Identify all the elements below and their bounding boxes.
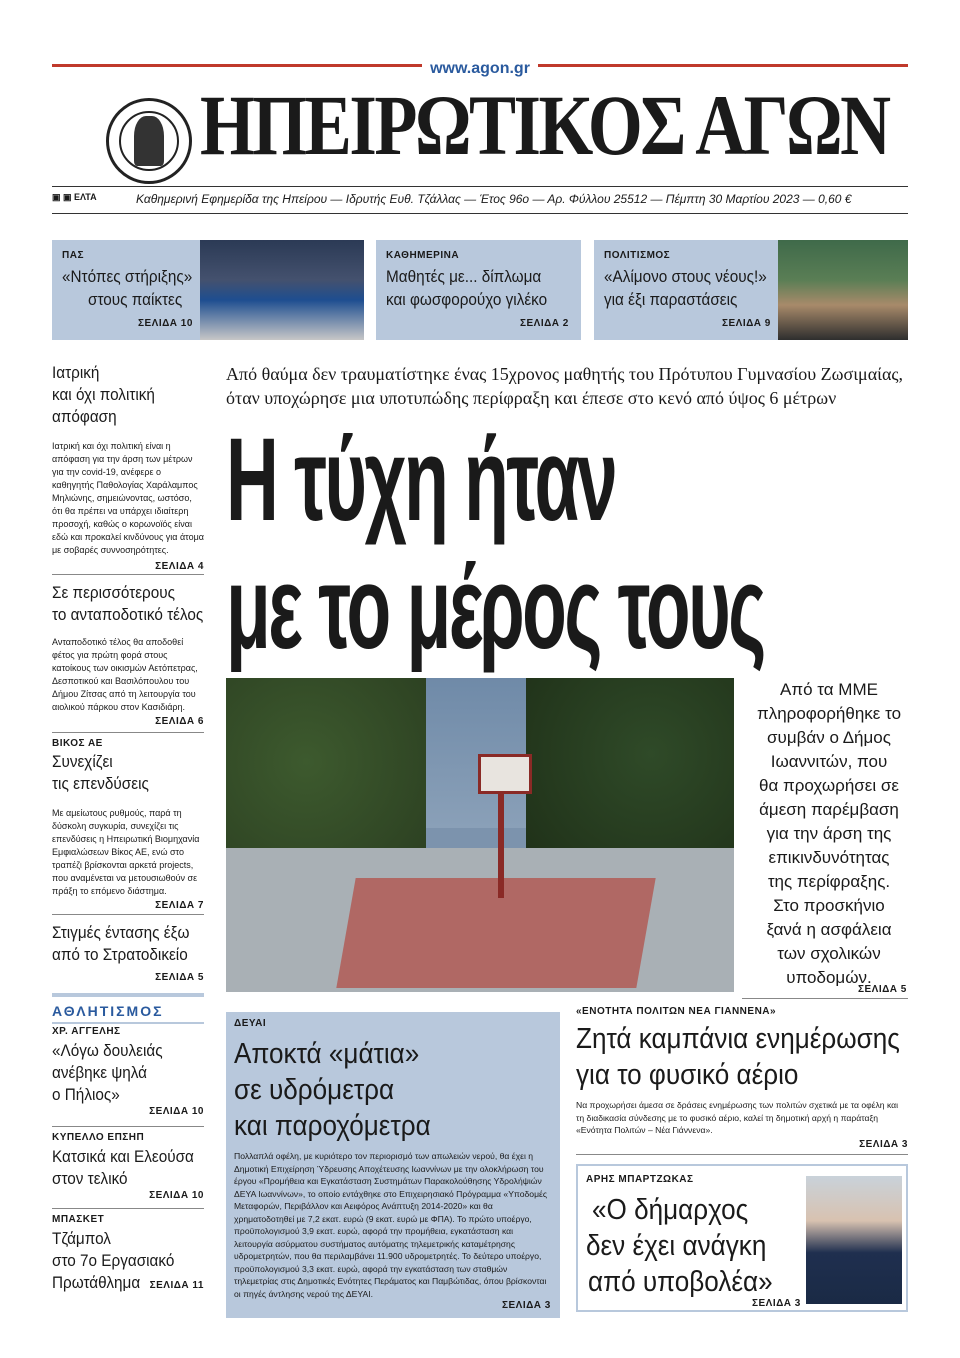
left-separator xyxy=(52,914,204,915)
teaser-page-ref: ΣΕΛΙΔΑ 2 xyxy=(520,318,569,329)
left-article-stratodikeio[interactable] xyxy=(52,922,204,983)
interview-box[interactable] xyxy=(576,1164,908,1312)
sponsor-logos: ▣ ▣ ΕΛΤΑ xyxy=(52,192,97,202)
teaser-kathimerina[interactable] xyxy=(376,240,581,340)
article-body: Με αμείωτους ρυθμούς, παρά τη δύσκολη συγκυρία, συνεχίζει τις επενδύσεις η Ηπειρωτική Βιομηχανία Εμφιαλώσεων Βίκος ΑΕ, ενώ στο τραπέζι βρίσκονται αρκετά projects, που αναμένεται να μετουσιωθούν σε πράξη το επόμενο διάστημα. xyxy=(52,808,200,896)
teaser-label: ΠΟΛΙΤΙΣΜΟΣ xyxy=(604,250,671,261)
article-label: ΜΠΑΣΚΕΤ xyxy=(52,1214,105,1225)
article-title-line3: από υποβολέα» xyxy=(588,1266,773,1298)
article-title-line1: Συνεχίζει xyxy=(52,752,113,771)
article-label: ΧΡ. ΑΓΓΕΛΗΣ xyxy=(52,1026,121,1037)
article-title-line1: Ζητά καμπάνια ενημέρωσης xyxy=(576,1023,900,1055)
interview-portrait-photo xyxy=(806,1176,902,1304)
article-title-line3: ο Πήλιος» xyxy=(52,1085,120,1104)
site-url-text[interactable]: www.agon.gr xyxy=(422,60,538,77)
article-title-line1: «Ο δήμαρχος xyxy=(592,1194,749,1226)
sports-underline xyxy=(52,1022,204,1024)
left-article-iatriki[interactable] xyxy=(52,362,204,572)
teaser-politismos-photo xyxy=(778,240,908,340)
main-headline-line1[interactable]: Η τύχη ήταν xyxy=(226,414,616,546)
article-title-line3: και παροχόμετρα xyxy=(234,1110,431,1142)
article-body: Ανταποδοτικό τέλος θα αποδοθεί φέτος για πρώτη φορά στους κατοίκους των οικισμών Αετόπετρας, Δεσποτικού και Βασιλόπουλου του Δήμου Ζίτσας από τη λειτουργία του αιολικού πάρκου στον Κασιδιάρη. xyxy=(52,637,198,712)
article-title-line2: στον τελικό xyxy=(52,1169,128,1188)
main-side-text xyxy=(742,678,916,990)
side-text-line: Στο προσκήνιο xyxy=(773,896,885,915)
teaser-title-line2: στους παίκτες xyxy=(88,290,183,309)
main-subtitle-line2: όταν υποχώρησε μια υποτυπώδης περίφραξη και έπεσε στο κενό από ύψος 6 μέτρων xyxy=(226,388,837,408)
left-separator xyxy=(52,1126,204,1127)
left-article-vikos[interactable] xyxy=(52,738,204,911)
article-title-line2: τις επενδύσεις xyxy=(52,774,149,793)
side-text-line: των σχολικών xyxy=(777,944,881,963)
article-page-ref: ΣΕΛΙΔΑ 10 xyxy=(149,1106,204,1117)
masthead-rule-bottom xyxy=(52,213,908,214)
teaser-title-line1: Μαθητές με... δίπλωμα xyxy=(386,267,542,286)
photo-court-key xyxy=(336,878,655,988)
side-text-line: πληροφορήθηκε το xyxy=(756,704,902,723)
article-page-ref: ΣΕΛΙΔΑ 11 xyxy=(149,1280,204,1291)
photo-hoop-pole xyxy=(498,788,504,898)
main-photo-basketball-court xyxy=(226,678,734,992)
article-label: ΔΕΥΑΙ xyxy=(234,1018,267,1029)
site-url[interactable] xyxy=(0,60,960,78)
article-page-ref: ΣΕΛΙΔΑ 3 xyxy=(502,1300,551,1311)
gas-article[interactable] xyxy=(576,1006,908,1150)
article-title-line3: Πρωτάθλημα xyxy=(52,1273,141,1292)
article-title-line1: Στιγμές έντασης έξω xyxy=(52,923,190,942)
sports-article-aggelis[interactable] xyxy=(52,1026,204,1117)
sports-section-title: ΑΘΛΗΤΙΣΜΟΣ xyxy=(52,1003,164,1019)
teaser-label: ΠΑΣ xyxy=(62,250,84,261)
left-article-telos[interactable] xyxy=(52,582,204,727)
photo-tree-right xyxy=(526,678,734,868)
article-title-line2: για το φυσικό αέριο xyxy=(576,1059,799,1091)
photo-backboard xyxy=(478,754,532,794)
article-page-ref: ΣΕΛΙΔΑ 3 xyxy=(859,1138,908,1150)
teaser-label: ΚΑΘΗΜΕΡΙΝΑ xyxy=(386,250,460,261)
masthead: ΗΠΕΙΡΩΤΙΚΟΣ ΑΓΩΝ xyxy=(200,77,889,173)
article-page-ref: ΣΕΛΙΔΑ 5 xyxy=(155,972,204,983)
teaser-title-line1: «Αλίμονο στους νέους!» xyxy=(604,267,767,286)
article-title-line2: δεν έχει ανάγκη xyxy=(586,1230,767,1262)
side-text-line: Από τα ΜΜΕ xyxy=(780,680,878,699)
article-body: Ιατρική και όχι πολιτική είναι η απόφαση για την άρση των μέτρων για την covid-19, ανέφερε ο καθηγητής Παθολογίας Χαράλαμπος Μηλιώνης, σημειώνοντας, ωστόσο, ότι θα πρέπει να υπάρχει ιδιαίτερη προσοχή, καθώς ο κορωνοϊός είναι εδώ και προκαλεί κινδύνους για άτομα με σοβαρές συννοσηρότητες. xyxy=(52,441,205,555)
article-title-line2: σε υδρόμετρα xyxy=(234,1074,395,1106)
left-separator xyxy=(52,1208,204,1209)
left-separator xyxy=(52,732,204,733)
article-body: Να προχωρήσει άμεσα σε δράσεις ενημέρωσης των πολιτών σχετικά με τα οφέλη και τη διαδικασία σύνδεσης με το φυσικό αέριο, καλεί τη δημοτική αρχή η παράταξη «Ενότητα Πολιτών – Νέα Γιάννενα». xyxy=(576,1100,899,1135)
teaser-politismos[interactable] xyxy=(594,240,778,340)
side-text-line: της περίφραξης. xyxy=(767,872,891,891)
teaser-pas[interactable] xyxy=(52,240,200,340)
article-label: «ΕΝΟΤΗΤΑ ΠΟΛΙΤΩΝ ΝΕΑ ΓΙΑΝΝΕΝΑ» xyxy=(576,1006,777,1017)
article-label: ΒΙΚΟΣ ΑΕ xyxy=(52,738,103,749)
article-title-line1: Κατσικά και Ελεούσα xyxy=(52,1147,194,1166)
article-label: ΑΡΗΣ ΜΠΑΡΤΖΩΚΑΣ xyxy=(586,1174,694,1185)
side-text-line: ξανά η ασφάλεια xyxy=(766,920,892,939)
deyai-article[interactable] xyxy=(226,1012,560,1318)
issue-info-line: Καθημερινή Εφημερίδα της Ηπείρου — Ιδρυτής Ευθ. Τζάλλας — Έτος 96ο — Αρ. Φύλλου 25512 — Πέμπτη 30 Μαρτίου 2023 — 0,60 € xyxy=(136,192,852,206)
main-bottom-rule xyxy=(742,998,908,999)
article-title-line2: το ανταποδοτικό τέλος xyxy=(52,605,204,624)
article-title-line1: Αποκτά «μάτια» xyxy=(234,1038,420,1070)
side-text-line: θα προχωρήσει σε xyxy=(759,776,899,795)
left-separator xyxy=(52,574,204,575)
article-page-ref: ΣΕΛΙΔΑ 3 xyxy=(752,1298,801,1309)
sports-article-kypello[interactable] xyxy=(52,1132,204,1201)
masthead-rule-top xyxy=(52,186,908,187)
teaser-title-line2: και φωσφορούχο γιλέκο xyxy=(386,290,548,309)
article-title-line1: Ιατρική xyxy=(52,363,100,382)
sports-bar xyxy=(52,993,204,997)
side-text-line: για την άρση της xyxy=(766,824,892,843)
article-page-ref: ΣΕΛΙΔΑ 6 xyxy=(155,716,204,727)
gas-bottom-rule xyxy=(576,1154,908,1155)
article-title-line1: Τζάμπολ xyxy=(52,1229,111,1248)
newspaper-seal-logo xyxy=(106,98,192,184)
teaser-title-line1: «Ντόπες στήριξης» xyxy=(62,267,193,286)
article-title-line2: από το Στρατοδικείο xyxy=(52,945,188,964)
teaser-title-line2: για έξι παραστάσεις xyxy=(604,290,738,309)
side-text-line: άμεση παρέμβαση xyxy=(759,800,899,819)
sports-article-basket[interactable] xyxy=(52,1214,204,1291)
article-page-ref: ΣΕΛΙΔΑ 10 xyxy=(149,1190,204,1201)
article-page-ref: ΣΕΛΙΔΑ 7 xyxy=(155,900,204,911)
main-subtitle-line1: Από θαύμα δεν τραυματίστηκε ένας 15χρονος μαθητής του Πρότυπου Γυμνασίου Ζωσιμαίας, xyxy=(226,364,904,384)
article-title-line3: απόφαση xyxy=(52,407,117,426)
article-title-line2: ανέβηκε ψηλά xyxy=(52,1063,148,1082)
side-text-line: υποδομών. xyxy=(786,968,872,987)
article-title-line2: και όχι πολιτική xyxy=(52,385,155,404)
teaser-pas-photo xyxy=(200,240,364,340)
main-page-ref: ΣΕΛΙΔΑ 5 xyxy=(858,984,907,995)
article-title-line1: Σε περισσότερους xyxy=(52,583,176,602)
side-text-line: συμβάν ο Δήμος xyxy=(767,728,891,747)
article-title-line1: «Λόγω δουλειάς xyxy=(52,1041,163,1060)
article-title-line2: στο 7ο Εργασιακό xyxy=(52,1251,175,1270)
teaser-page-ref: ΣΕΛΙΔΑ 10 xyxy=(138,318,193,329)
seal-figure xyxy=(134,116,164,166)
article-label: ΚΥΠΕΛΛΟ ΕΠΣΗΠ xyxy=(52,1132,145,1143)
teaser-page-ref: ΣΕΛΙΔΑ 9 xyxy=(722,318,771,329)
side-text-line: επικινδυνότητας xyxy=(768,848,890,867)
article-body: Πολλαπλά οφέλη, με κυριότερο τον περιορισμό των απωλειών νερού, θα έχει η Δημοτική Επιχείρηση Ύδρευσης Αποχέτευσης Ιωαννίνων με την ολοκλήρωση του έργου «Προμήθεια και Εγκατάσταση Συστημάτων Παρακολούθησης Υδρολήψιών ΔΕΥΑ Ιωαννίνων», το οποίο εντάχθηκε στο Επιχειρησιακό Πρόγραμμα «Υποδομές Μεταφορών, Περιβάλλον και Αειφόρος Ανάπτυξη 2014-2020» και θα χρηματοδοτηθεί με 7,2 εκατ. ευρώ (9 εκατ. ευρώ με ΦΠΑ). Το πρώτο υποέργο, προϋπολογισμού 3,9 εκατ. ευρώ, αφορά την προμήθεια, εγκατάσταση και λειτουργία ασύρματου συστήματος αυτόματης τηλεμετρικής καταμέτρησης υδρομετρητών, που θα περιλαμβάνει 11.900 υδρομετρητές. Το δεύτερο υποέργο, προϋπολογισμού 3,3 εκατ. ευρώ, αφορά την εγκατάσταση των σταθμών τηλεμετρίας στις Δημοτικές Ενότητες Περάματος και Παμβώτιδας, όπου βρίσκονται οι πηγές άντλησης νερού της ΔΕΥΑΙ. xyxy=(234,1151,547,1299)
article-page-ref: ΣΕΛΙΔΑ 4 xyxy=(155,561,204,572)
side-text-line: Ιωαννιτών, που xyxy=(770,752,888,771)
main-headline-line2[interactable]: με το μέρος τους xyxy=(226,542,764,674)
